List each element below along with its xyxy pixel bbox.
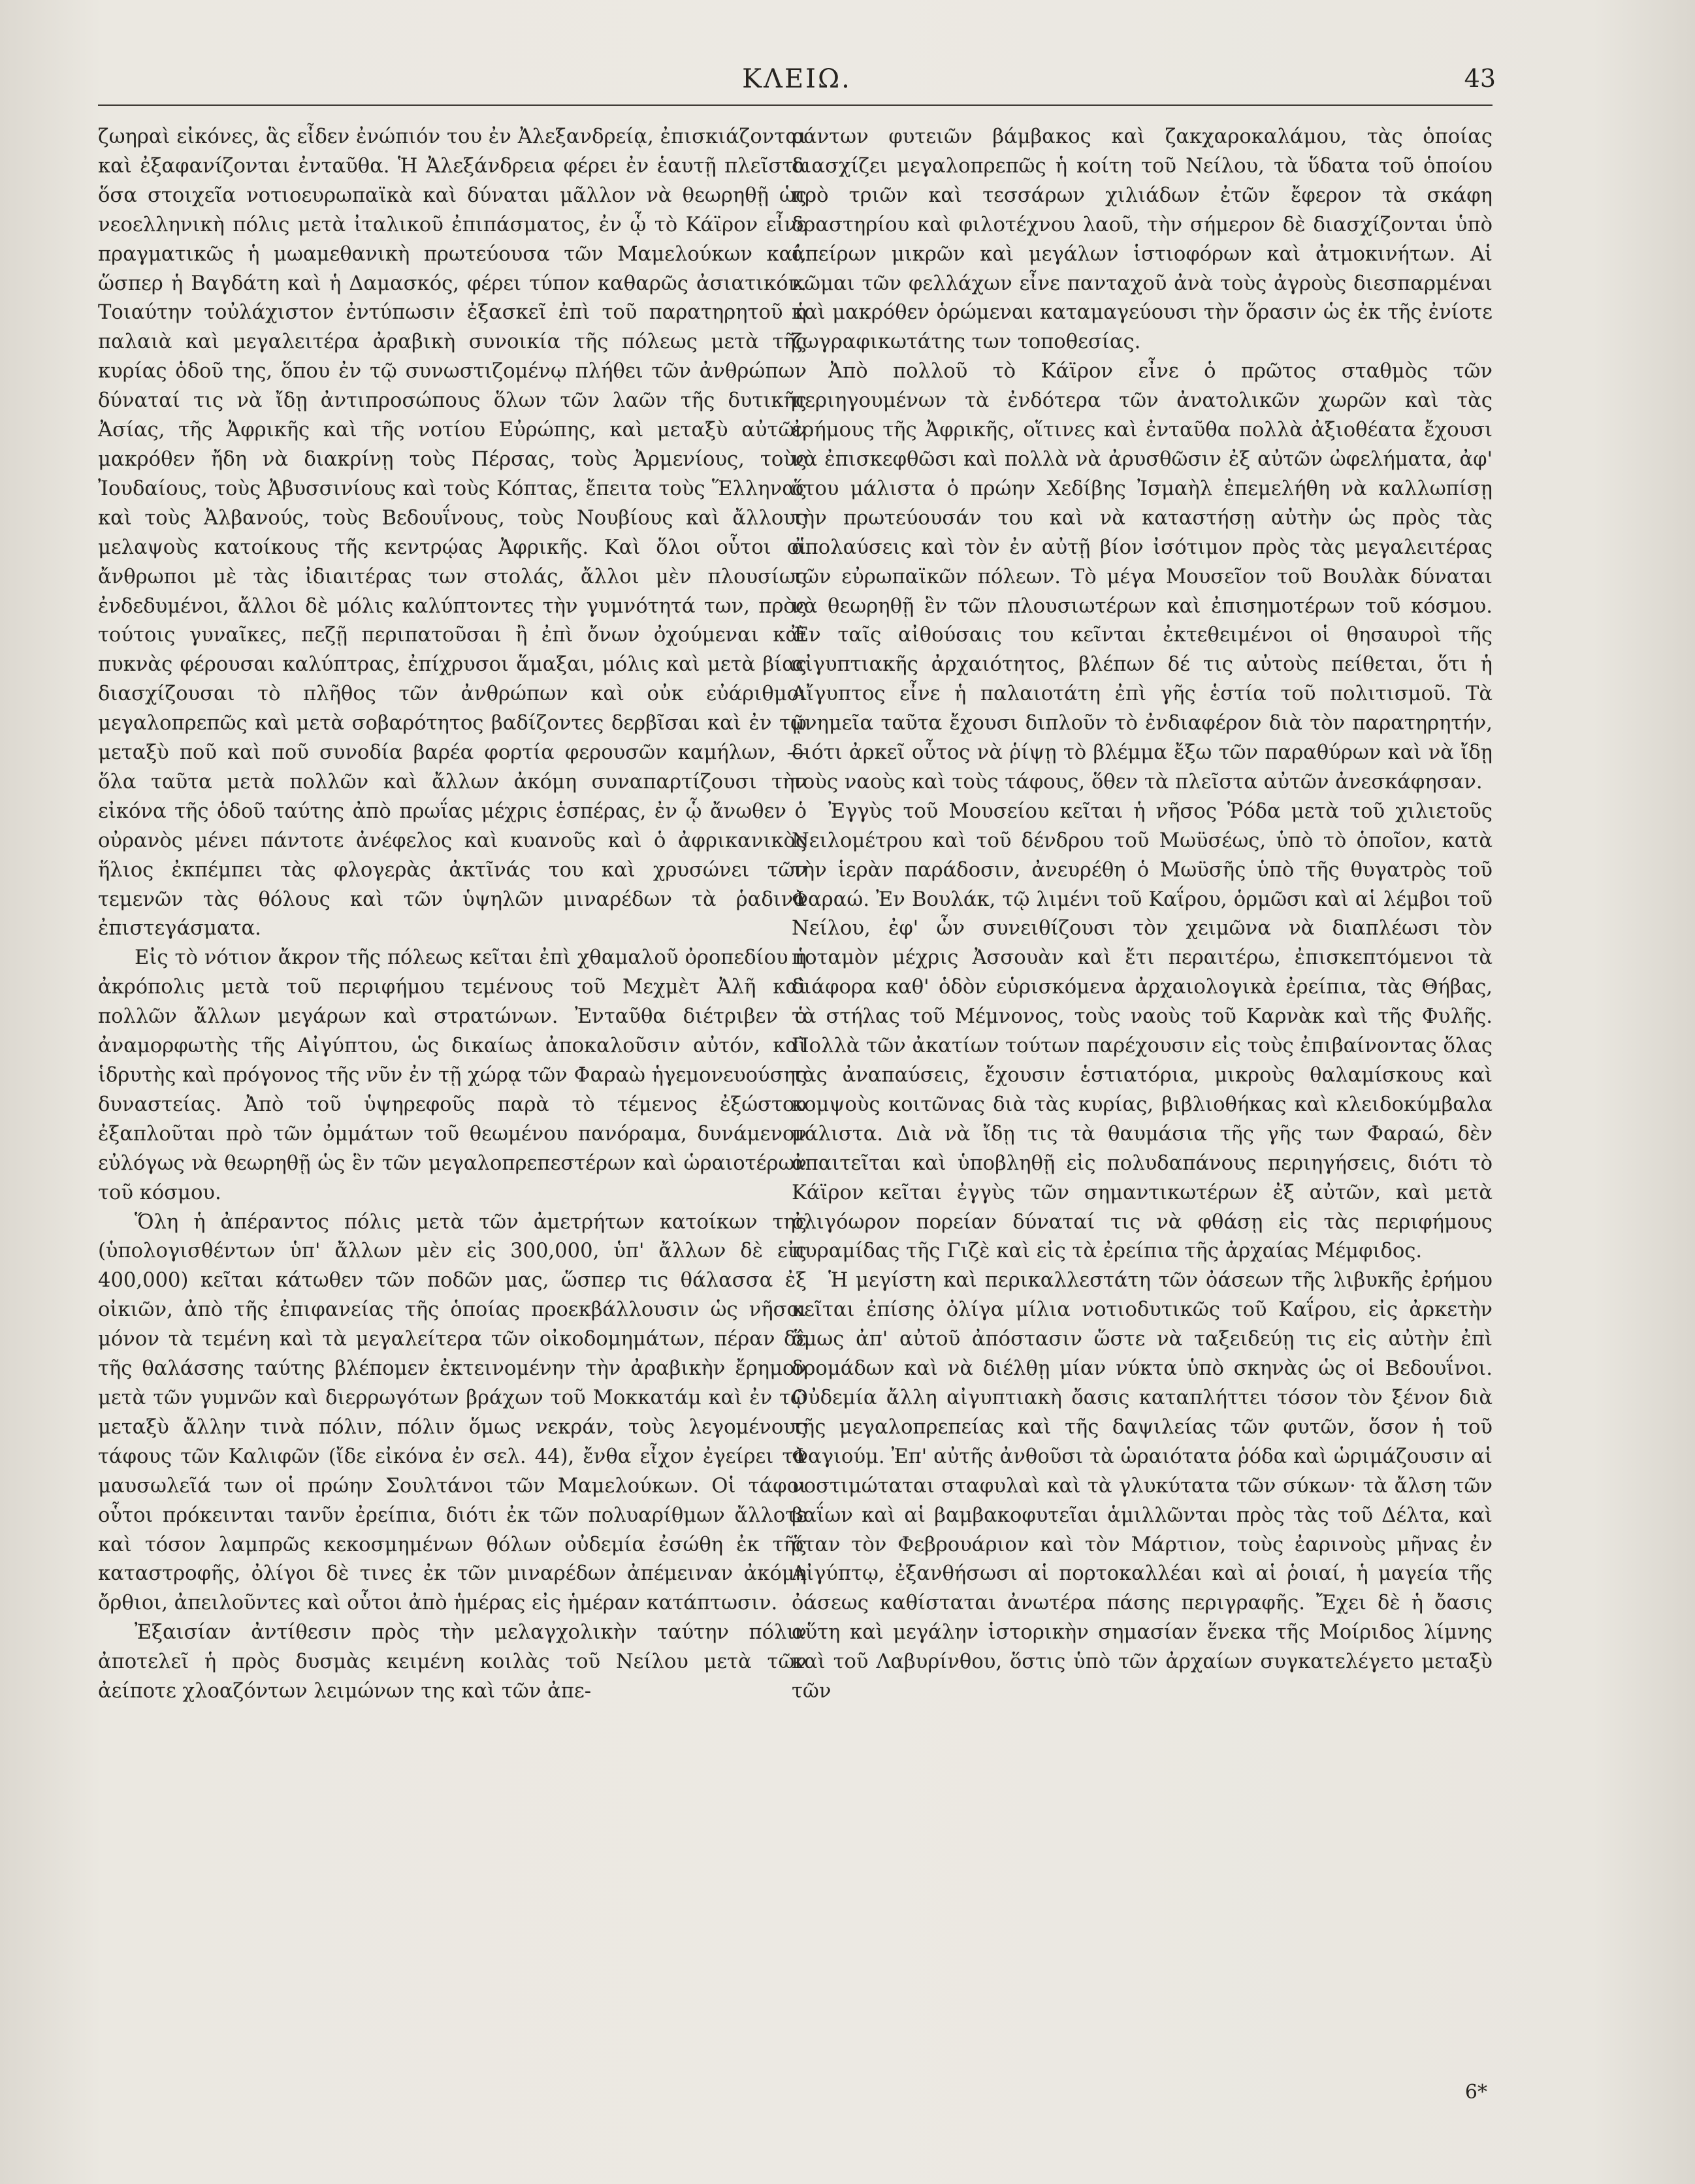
paragraph: Ἀπὸ πολλοῦ τὸ Κάϊρον εἶνε ὁ πρῶτος σταθμὸς τῶν περιηγουμένων τὰ ἐνδότερα τῶν ἀνατολικῶν χωρῶν καὶ τὰς ἐρήμους τῆς Ἀφρικῆς, οἵτινες καὶ ἐνταῦθα πολλὰ ἀξιοθέατα ἔχουσι νὰ ἐπισκεφθῶσι καὶ πολλὰ νὰ ἀρυσθῶσιν ἐξ αὐτῶν ὠφελήματα, ἀφ' ὅτου μάλιστα ὁ πρώην Χεδίβης Ἰσμαὴλ ἐπεμελήθη νὰ καλλωπίσῃ τὴν πρωτεύουσάν του καὶ νὰ καταστήσῃ αὐτὴν ὡς πρὸς τὰς ἀπολαύσεις καὶ τὸν ἐν αὐτῇ βίον ἰσότιμον πρὸς τὰς μεγαλειτέρας τῶν εὐρωπαϊκῶν πόλεων. Τὸ μέγα Μουσεῖον τοῦ Βουλὰκ δύναται νὰ θεωρηθῇ ἓν τῶν πλουσιωτέρων καὶ ἐπισημοτέρων τοῦ κόσμου. Ἐν ταῖς αἰθούσαις του κεῖνται ἐκτεθειμένοι οἱ θησαυροὶ τῆς αἰγυπτιακῆς ἀρχαιότητος, βλέπων δέ τις αὐτοὺς πείθεται, ὅτι ἡ Αἴγυπτος εἶνε ἡ παλαιοτάτη ἐπὶ γῆς ἑστία τοῦ πολιτισμοῦ. Τὰ μνημεῖα ταῦτα ἔχουσι διπλοῦν τὸ ἐνδιαφέρον διὰ τὸν παρατηρητήν, διότι ἀρκεῖ οὗτος νὰ ῥίψῃ τὸ βλέμμα ἔξω τῶν παραθύρων καὶ νὰ ἴδῃ τοὺς ναοὺς καὶ τοὺς τάφους, ὅθεν τὰ πλεῖστα αὐτῶν ἀνεσκάφησαν. [792,360,1493,794]
signature-mark: 6* [1464,2081,1487,2104]
paragraph: Ἐγγὺς τοῦ Μουσείου κεῖται ἡ νῆσος Ῥόδα μετὰ τοῦ χιλιετοῦς Νειλομέτρου καὶ τοῦ δένδρου τοῦ Μωϋσέως, ὑπὸ τὸ ὁποῖον, κατὰ τὴν ἱερὰν παράδοσιν, ἀνευρέθη ὁ Μωϋσῆς ὑπὸ τῆς θυγατρὸς τοῦ Φαραώ. Ἐν Βουλάκ, τῷ λιμένι τοῦ Καΐρου, ὁρμῶσι καὶ αἱ λέμβοι τοῦ Νείλου, ἐφ' ὧν συνειθίζουσι τὸν χειμῶνα νὰ διαπλέωσι τὸν ποταμὸν μέχρις Ἀσσουὰν καὶ ἔτι περαιτέρω, ἐπισκεπτόμενοι τὰ διάφορα καθ' ὁδὸν εὑρισκόμενα ἀρχαιολογικὰ ἐρείπια, τὰς Θήβας, τὰ στήλας τοῦ Μέμνονος, τοὺς ναοὺς τοῦ Καρνὰκ καὶ τῆς Φυλῆς. Πολλὰ τῶν ἀκατίων τούτων παρέχουσιν εἰς τοὺς ἐπιβαίνοντας ὅλας τὰς ἀναπαύσεις, ἔχουσιν ἑστιατόρια, μικροὺς θαλαμίσκους καὶ κομψοὺς κοιτῶνας διὰ τὰς κυρίας, βιβλιοθήκας καὶ κλειδοκύμβαλα μάλιστα. Διὰ νὰ ἴδῃ τις τὰ θαυμάσια τῆς γῆς των Φαραώ, δὲν ἀπαιτεῖται καὶ ὑποβληθῇ εἰς πολυδαπάνους περιηγήσεις, διότι τὸ Κάϊρον κεῖται ἐγγὺς τῶν σημαντικωτέρων ἐξ αὐτῶν, καὶ μετὰ ὀλιγόωρον πορείαν δύναταί τις νὰ φθάσῃ εἰς τὰς περιφήμους πυραμίδας τῆς Γιζὲ καὶ εἰς τὰ ἐρείπια τῆς ἀρχαίας Μέμφιδος. [792,799,1493,1263]
header-rule [98,104,1493,106]
paragraph: ζωηραὶ εἰκόνες, ἃς εἶδεν ἐνώπιόν του ἐν Ἀλεξανδρείᾳ, ἐπισκιάζονται καὶ ἐξαφανίζονται ἐνταῦθα. Ἡ Ἀλεξάνδρεια φέρει ἐν ἑαυτῇ πλεῖστα ὅσα στοιχεῖα νοτιοευρωπαϊκὰ καὶ δύναται μᾶλλον νὰ θεωρηθῇ ὡς νεοελληνικὴ πόλις μετὰ ἰταλικοῦ ἐπιπάσματος, ἐν ᾧ τὸ Κάϊρον εἶνε πραγματικῶς ἡ μωαμεθανικὴ πρωτεύουσα τῶν Μαμελούκων καί, ὥσπερ ἡ Βαγδάτη καὶ ἡ Δαμασκός, φέρει τύπον καθαρῶς ἀσιατικόν. Τοιαύτην τοὐλάχιστον ἐντύπωσιν ἐξασκεῖ ἐπὶ τοῦ παρατηρητοῦ ἡ παλαιὰ καὶ μεγαλειτέρα ἀραβικὴ συνοικία τῆς πόλεως μετὰ τῆς κυρίας ὁδοῦ της, ὅπου ἐν τῷ συνωστιζομένῳ πλήθει τῶν ἀνθρώπων δύναταί τις νὰ ἴδῃ ἀντιπροσώπους ὅλων τῶν λαῶν τῆς δυτικῆς Ἀσίας, τῆς Ἀφρικῆς καὶ τῆς νοτίου Εὐρώπης, καὶ μεταξὺ αὐτῶν μακρόθεν ἤδη νὰ διακρίνῃ τοὺς Πέρσας, τοὺς Ἀρμενίους, τοὺς Ἰουδαίους, τοὺς Ἀβυσσινίους καὶ τοὺς Κόπτας, ἔπειτα τοὺς Ἕλληνας καὶ τοὺς Ἀλβανούς, τοὺς Βεδουΐνους, τοὺς Νουβίους καὶ ἄλλους μελαψοὺς κατοίκους τῆς κεντρῴας Ἀφρικῆς. Καὶ ὅλοι οὗτοι οἱ ἄνθρωποι μὲ τὰς ἰδιαιτέρας των στολάς, ἄλλοι μὲν πλουσίως ἐνδεδυμένοι, ἄλλοι δὲ μόλις καλύπτοντες τὴν γυμνότητά των, πρὸς τούτοις γυναῖκες, πεζῇ περιπατοῦσαι ἢ ἐπὶ ὄνων ὀχούμεναι καὶ πυκνὰς φέρουσαι καλύπτρας, ἐπίχρυσοι ἅμαξαι, μόλις καὶ μετὰ βίας διασχίζουσαι τὸ πλῆθος τῶν ἀνθρώπων καὶ οὐκ εὐάριθμοι μεγαλοπρεπῶς καὶ μετὰ σοβαρότητος βαδίζοντες δερβῖσαι καὶ ἐν τῷ μεταξὺ ποῦ καὶ ποῦ συνοδία βαρέα φορτία φερουσῶν καμήλων, — ὅλα ταῦτα μετὰ πολλῶν καὶ ἄλλων ἀκόμη συναπαρτίζουσι τὴν εἰκόνα τῆς ὁδοῦ ταύτης ἀπὸ πρωΐας μέχρις ἑσπέρας, ἐν ᾧ ἄνωθεν ὁ οὐρανὸς μένει πάντοτε ἀνέφελος καὶ κυανοῦς καὶ ὁ ἀφρικανικὸς ἥλιος ἐκπέμπει τὰς φλογερὰς ἀκτῖνάς του καὶ χρυσώνει τῶν τεμενῶν τὰς θόλους καὶ τῶν ὑψηλῶν μιναρέδων τὰ ῥαδινὰ ἐπιστεγάσματα. [98,125,807,940]
page-number: 43 [1464,64,1496,93]
running-title: ΚΛΕΙΩ. [742,64,852,94]
paragraph: Εἰς τὸ νότιον ἄκρον τῆς πόλεως κεῖται ἐπὶ χθαμαλοῦ ὀροπεδίου ἡ ἀκρόπολις μετὰ τοῦ περιφήμου τεμένους τοῦ Μεχμὲτ Ἀλῆ καὶ πολλῶν ἄλλων μεγάρων καὶ στρατώνων. Ἐνταῦθα διέτριβεν ὁ ἀναμορφωτὴς τῆς Αἰγύπτου, ὡς δικαίως ἀποκαλοῦσιν αὐτόν, καὶ ἱδρυτὴς καὶ πρόγονος τῆς νῦν ἐν τῇ χώρᾳ τῶν Φαραὼ ἡγεμονευούσης δυναστείας. Ἀπὸ τοῦ ὑψηρεφοῦς παρὰ τὸ τέμενος ἐξώστου ἐξαπλοῦται πρὸ τῶν ὀμμάτων τοῦ θεωμένου πανόραμα, δυνάμενον εὐλόγως νὰ θεωρηθῇ ὡς ἓν τῶν μεγαλοπρεπεστέρων καὶ ὡραιοτέρων τοῦ κόσμου. [98,946,807,1204]
page-header [98,64,1496,103]
paragraph: Ὅλη ἡ ἀπέραντος πόλις μετὰ τῶν ἀμετρήτων κατοίκων της (ὑπολογισθέντων ὑπ' ἄλλων μὲν εἰς 300,000, ὑπ' ἄλλων δὲ εἰς 400,000) κεῖται κάτωθεν τῶν ποδῶν μας, ὥσπερ τις θάλασσα ἐξ οἰκιῶν, ἀπὸ τῆς ἐπιφανείας τῆς ὁποίας προεκβάλλουσιν ὡς νῆσοι μόνον τὰ τεμένη καὶ τὰ μεγαλείτερα τῶν οἰκοδομημάτων, πέραν δὲ τῆς θαλάσσης ταύτης βλέπομεν ἐκτεινομένην τὴν ἀραβικὴν ἔρημον μετὰ τῶν γυμνῶν καὶ διερρωγότων βράχων τοῦ Μοκκατάμ καὶ ἐν τῷ μεταξὺ ἄλλην τινὰ πόλιν, πόλιν ὅμως νεκράν, τοὺς λεγομένους τάφους τῶν Καλιφῶν (ἴδε εἰκόνα ἐν σελ. 44), ἔνθα εἶχον ἐγείρει τὰ μαυσωλεῖά των οἱ πρώην Σουλτάνοι τῶν Μαμελούκων. Οἱ τάφοι οὗτοι πρόκεινται τανῦν ἐρείπια, διότι ἐκ τῶν πολυαρίθμων ἄλλοτε καὶ τόσον λαμπρῶς κεκοσμημένων θόλων οὐδεμία ἐσώθη ἐκ τῆς καταστροφῆς, ὀλίγοι δὲ τινες ἐκ τῶν μιναρέδων ἀπέμειναν ἀκόμη ὄρθιοι, ἀπειλοῦντες καὶ οὗτοι ἀπὸ ἡμέρας εἰς ἡμέραν κατάπτωσιν. [98,1210,807,1615]
paragraph: Ἡ μεγίστη καὶ περικαλλεστάτη τῶν ὀάσεων τῆς λιβυκῆς ἐρήμου κεῖται ἐπίσης ὀλίγα μίλια νοτιοδυτικῶς τοῦ Καΐρου, εἰς ἀρκετὴν ὅμως ἀπ' αὐτοῦ ἀπόστασιν ὥστε νὰ ταξειδεύῃ τις εἰς αὐτὴν ἐπὶ δρομάδων καὶ νὰ διέλθῃ μίαν νύκτα ὑπὸ σκηνὰς ὡς οἱ Βεδουΐνοι. Οὐδεμία ἄλλη αἰγυπτιακὴ ὄασις καταπλήττει τόσον τὸν ξένον διὰ τῆς μεγαλοπρεπείας καὶ τῆς δαψιλείας τῶν φυτῶν, ὅσον ἡ τοῦ Φαγιούμ. Ἐπ' αὐτῆς ἀνθοῦσι τὰ ὡραιότατα ῥόδα καὶ ὡριμάζουσιν αἱ νοστιμώταται σταφυλαὶ καὶ τὰ γλυκύτατα τῶν σύκων· τὰ ἄλση τῶν βαΐων καὶ αἱ βαμβακοφυτεῖαι ἁμιλλῶνται πρὸς τὰς τοῦ Δέλτα, καὶ ὅταν τὸν Φεβρουάριον καὶ τὸν Μάρτιον, τοὺς ἐαρινοὺς μῆνας ἐν Αἰγύπτῳ, ἐξανθήσωσι αἱ πορτοκαλλέαι καὶ αἱ ῥοιαί, ἡ μαγεία τῆς ὀάσεως καθίσταται ἀνωτέρα πάσης περιγραφῆς. Ἔχει δὲ ἡ ὄασις αὕτη καὶ μεγάλην ἱστορικὴν σημασίαν ἕνεκα τῆς Μοίριδος λίμνης καὶ τοῦ Λαβυρίνθου, ὅστις ὑπὸ τῶν ἀρχαίων συγκατελέγετο μεταξὺ τῶν [792,1269,1493,1703]
right-column [792,123,1493,1707]
paragraph: ράντων φυτειῶν βάμβακος καὶ ζακχαροκαλάμου, τὰς ὁποίας διασχίζει μεγαλοπρεπῶς ἡ κοίτη τοῦ Νείλου, τὰ ὕδατα τοῦ ὁποίου πρὸ τριῶν καὶ τεσσάρων χιλιάδων ἐτῶν ἔφερον τὰ σκάφη δραστηρίου καὶ φιλοτέχνου λαοῦ, τὴν σήμερον δὲ διασχίζονται ὑπὸ ἀπείρων μικρῶν καὶ μεγάλων ἱστιοφόρων καὶ ἀτμοκινήτων. Αἱ κῶμαι τῶν φελλάχων εἶνε πανταχοῦ ἀνὰ τοὺς ἀγροὺς διεσπαρμέναι καὶ μακρόθεν ὁρώμεναι καταμαγεύουσι τὴν ὅρασιν ὡς ἐκ τῆς ἐνίοτε ζωγραφικωτάτης των τοποθεσίας. [792,125,1493,354]
paragraph: Ἐξαισίαν ἀντίθεσιν πρὸς τὴν μελαγχολικὴν ταύτην πόλιν ἀποτελεῖ ἡ πρὸς δυσμὰς κειμένη κοιλὰς τοῦ Νείλου μετὰ τῶν ἀείποτε χλοαζόντων λειμώνων της καὶ τῶν ἀπε- [98,1621,807,1703]
left-column [98,123,807,1707]
